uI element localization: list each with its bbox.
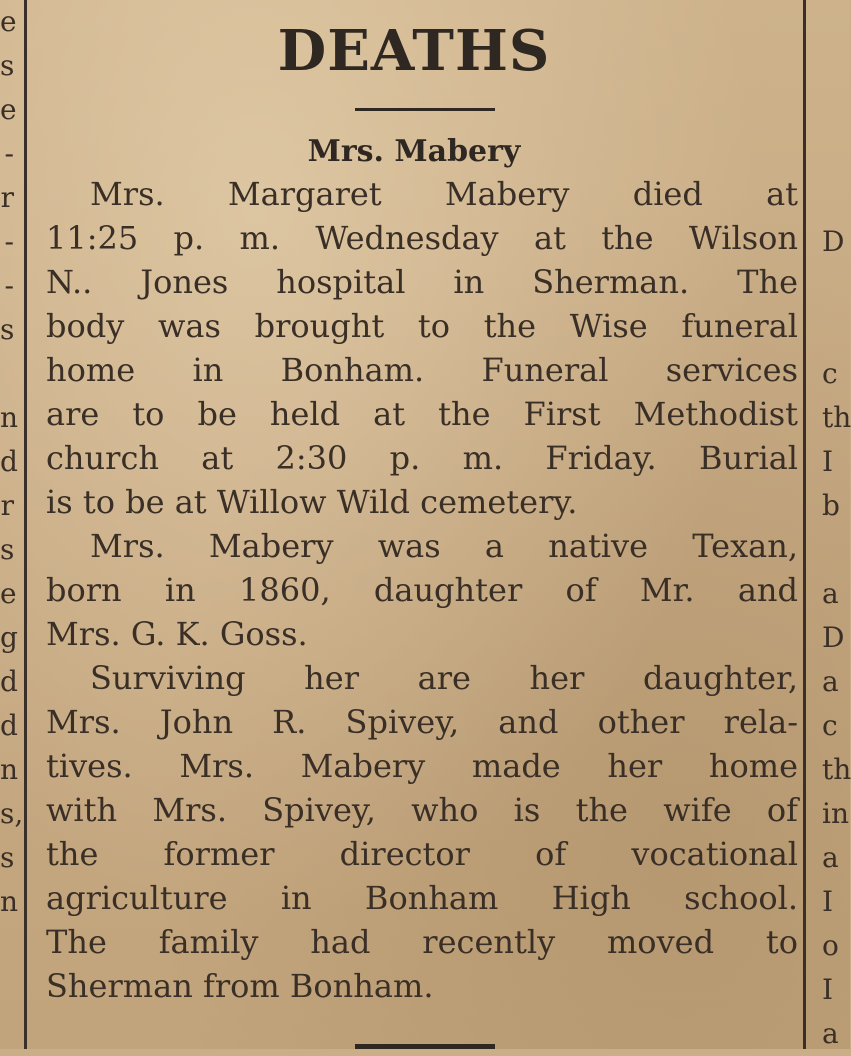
- left-column-fragment: n: [0, 885, 19, 918]
- right-column-fragment: D: [822, 621, 845, 654]
- obituary-line: Surviving her are her daughter,: [90, 659, 798, 697]
- obituary-line: Mrs. John R. Spivey, and other rela-: [46, 703, 798, 741]
- obituary-line: born in 1860, daughter of Mr. and: [46, 571, 798, 609]
- left-column-fragment: -: [4, 137, 14, 170]
- right-column-fragment: [822, 88, 850, 132]
- obituary-line: The family had recently moved to: [46, 923, 798, 961]
- page-headline: DEATHS: [277, 18, 551, 84]
- right-column-fragments: [822, 0, 850, 1056]
- obituary-line: with Mrs. Spivey, who is the wife of: [46, 791, 798, 829]
- right-column-fragment: I: [822, 973, 834, 1006]
- obituary-line: church at 2:30 p. m. Friday. Burial: [46, 439, 798, 477]
- right-column-fragment: a: [822, 841, 839, 874]
- obituary-line: Mrs. Mabery was a native Texan,: [90, 527, 798, 565]
- right-column-fragment: b: [822, 489, 840, 522]
- right-column-fragment: in: [822, 797, 849, 830]
- right-column-fragment: D: [822, 225, 845, 258]
- right-column-fragment: [822, 132, 850, 176]
- right-column-fragment: c: [822, 357, 838, 390]
- left-column-fragment: [0, 352, 14, 396]
- obituary-line: agriculture in Bonham High school.: [46, 879, 798, 917]
- right-column-fragment: a: [822, 665, 839, 698]
- left-column-fragments: [0, 0, 24, 924]
- right-column-fragment: I: [822, 885, 834, 918]
- left-column-fragment: s: [0, 49, 15, 82]
- left-column-fragment: -: [4, 225, 14, 258]
- obituary-line: 11:25 p. m. Wednesday at the Wilson: [46, 219, 798, 257]
- right-column-fragment: [822, 44, 850, 88]
- right-column-fragment: [822, 308, 850, 352]
- right-column-fragment: [822, 264, 850, 308]
- right-column-fragment: th: [822, 401, 851, 434]
- obituary-body: [46, 172, 798, 1008]
- left-column-fragment: s,: [0, 797, 24, 830]
- left-column-fragment: d: [0, 709, 18, 742]
- left-column-fragment: e: [0, 5, 17, 38]
- headline-divider: [355, 108, 495, 111]
- left-column-fragment: s: [0, 841, 15, 874]
- obituary-line: Mrs. G. K. Goss.: [46, 615, 308, 653]
- obituary-line: is to be at Willow Wild cemetery.: [46, 483, 578, 521]
- right-column-fragment: o: [822, 929, 839, 962]
- right-column-fragment: c: [822, 709, 838, 742]
- obituary-line: Sherman from Bonham.: [46, 967, 434, 1005]
- left-column-fragment: n: [0, 401, 19, 434]
- left-column-fragment: e: [0, 577, 17, 610]
- obituary-line: Mrs. Margaret Mabery died at: [90, 175, 798, 213]
- left-column-fragment: e: [0, 93, 17, 126]
- right-column-fragment: a: [822, 1017, 839, 1050]
- right-column-fragment: I: [822, 445, 834, 478]
- obituary-line: are to be held at the First Methodist: [46, 395, 798, 433]
- bottom-divider: [355, 1044, 495, 1049]
- left-column-fragment: -: [4, 269, 14, 302]
- left-column-fragment: n: [0, 753, 19, 786]
- obituary-line: N.. Jones hospital in Sherman. The: [46, 263, 798, 301]
- obituary-subheading: Mrs. Mabery: [307, 134, 521, 169]
- obituary-line: tives. Mrs. Mabery made her home: [46, 747, 798, 785]
- left-column-fragment: d: [0, 665, 18, 698]
- right-column-fragment: [822, 528, 850, 572]
- left-column-fragment: g: [0, 621, 18, 654]
- obituary-line: the former director of vocational: [46, 835, 798, 873]
- right-column-fragment: [822, 176, 850, 220]
- obituary-line: body was brought to the Wise funeral: [46, 307, 798, 345]
- obituary-line: home in Bonham. Funeral services: [46, 351, 798, 389]
- right-column-fragment: a: [822, 577, 839, 610]
- left-column-fragment: d: [0, 445, 18, 478]
- right-column-fragment: [822, 0, 850, 44]
- left-column-fragment: r: [0, 489, 14, 522]
- right-column-fragment: th: [822, 753, 851, 786]
- left-column-fragment: s: [0, 313, 15, 346]
- left-column-fragment: r: [0, 181, 14, 214]
- left-column-fragment: s: [0, 533, 15, 566]
